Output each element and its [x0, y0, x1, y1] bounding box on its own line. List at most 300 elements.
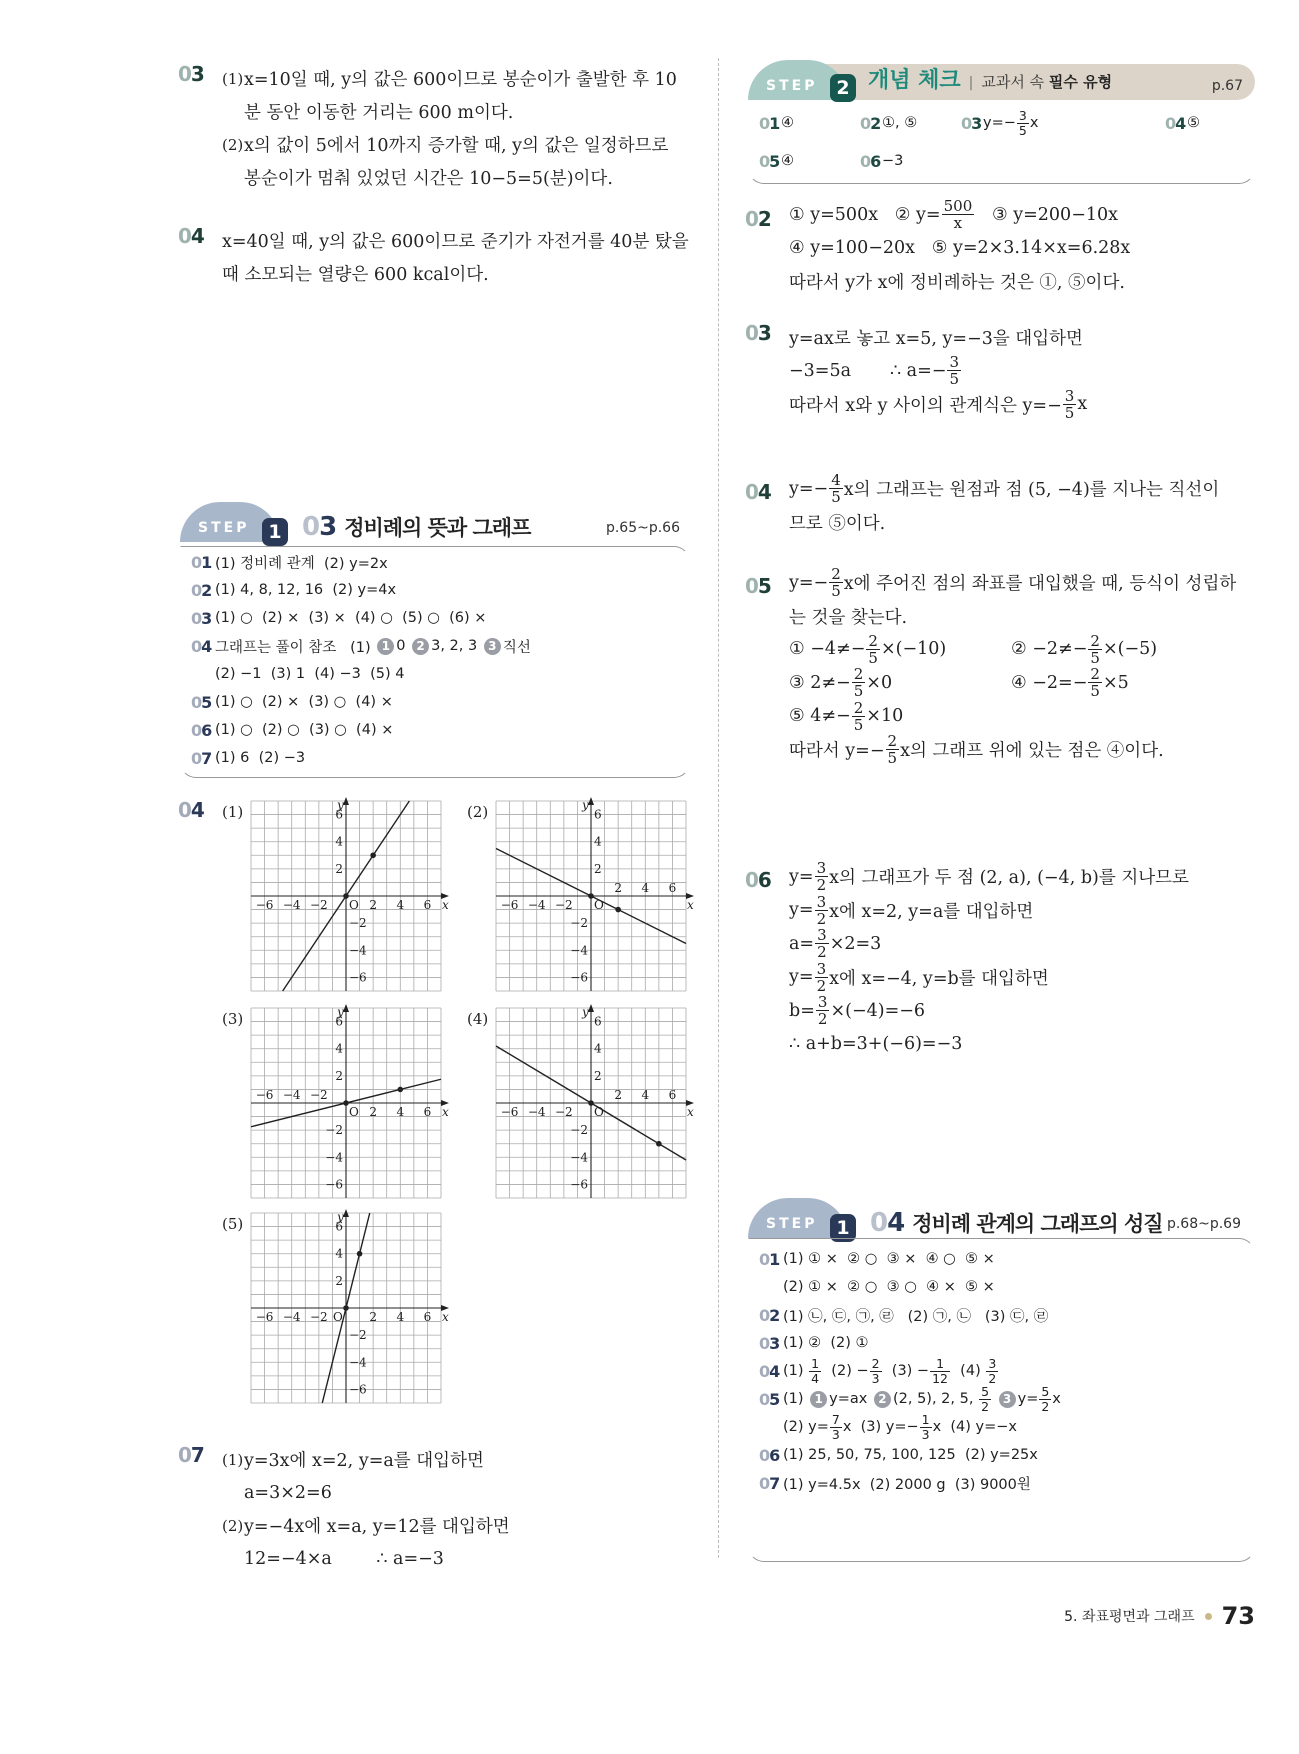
- x-tick-label: 6: [423, 1310, 432, 1324]
- number-digit: 0: [759, 1361, 770, 1381]
- answer-value: [781, 115, 794, 131]
- fraction: [815, 860, 829, 894]
- y-axis-label: y: [582, 798, 589, 812]
- number-digit: 0: [191, 748, 202, 768]
- x-tick-label: 6: [668, 881, 677, 895]
- fraction: [852, 700, 866, 734]
- answer-row: [759, 1357, 1254, 1385]
- page-footer: [1064, 1602, 1255, 1630]
- text-line: [789, 894, 1189, 928]
- text-run: a=: [789, 933, 815, 954]
- text-run: y=: [789, 866, 814, 887]
- answer-lines: [783, 1329, 869, 1357]
- text-line: [244, 1476, 484, 1509]
- answer-number: [759, 1441, 783, 1469]
- y-tick-label: 4: [335, 1246, 343, 1261]
- section-num-digit: 3: [319, 512, 337, 542]
- number-digit: 1: [769, 1249, 780, 1269]
- number-digit: 2: [870, 113, 881, 133]
- question-number: [178, 62, 204, 86]
- denominator: 3: [871, 1370, 880, 1386]
- explanation-body: [222, 62, 677, 194]
- question-number: [745, 480, 771, 504]
- question-number: [745, 868, 771, 892]
- number-digit: 0: [759, 1305, 770, 1325]
- number-digit: 4: [1175, 113, 1186, 133]
- coordinate-graph: [494, 799, 696, 993]
- fraction: [1088, 633, 1102, 667]
- text-run: [992, 1391, 997, 1407]
- text-run: ④ y=100−20x ⑤ y=2×3.14×x=6.28x: [789, 238, 1131, 258]
- x-tick-label: 4: [641, 881, 650, 895]
- x-tick-label: 2: [369, 1105, 377, 1119]
- fraction: [986, 1357, 998, 1385]
- answer-number: [759, 1469, 783, 1497]
- graph-point: [370, 852, 376, 858]
- answer-row: [759, 104, 1254, 142]
- y-tick-label: −2: [349, 1328, 367, 1343]
- text-run: (2) ① × ② ○ ③ ○ ④ × ⑤ ×: [783, 1279, 995, 1295]
- y-tick-label: 4: [335, 834, 343, 849]
- number-digit: 6: [769, 1445, 780, 1465]
- denominator: 5: [949, 370, 960, 389]
- numerator: 3: [817, 926, 827, 944]
- y-tick-label: 2: [335, 1273, 343, 1288]
- number-digit: 6: [757, 868, 771, 892]
- explanation-part: [222, 1509, 510, 1575]
- text-run: y=ax로 놓고 x=5, y=−3을 대입하면: [789, 329, 1083, 349]
- text-line: [215, 604, 486, 632]
- answer-value: [1187, 115, 1200, 131]
- answer-lines: [215, 744, 305, 772]
- text-run: −3=5a ∴ a=−: [789, 360, 947, 381]
- text-run: (1): [783, 1391, 809, 1407]
- answer-number: [191, 548, 215, 576]
- fraction: [1039, 1385, 1051, 1413]
- number-digit: 0: [759, 113, 770, 133]
- explanation-body: [789, 472, 1219, 539]
- text-run: 봉순이가 멈춰 있었던 시간은 10−5=5(분)이다.: [244, 169, 613, 189]
- text-run: 직선: [502, 639, 531, 656]
- text-line: [789, 860, 1189, 894]
- text-run: ① y=500x ② y=: [789, 204, 941, 225]
- x-axis-label: x: [442, 1310, 449, 1324]
- number-digit: 0: [191, 552, 202, 572]
- text-run: y=−: [983, 115, 1016, 131]
- y-tick-label: −4: [570, 1150, 588, 1165]
- answer-number: [759, 1329, 783, 1357]
- answer-number: [759, 109, 781, 137]
- x-tick-label: 2: [369, 1310, 377, 1324]
- text-run: y=3x에 x=2, y=a를 대입하면: [244, 1451, 484, 1471]
- text-line: [789, 354, 1087, 388]
- denominator: 3: [921, 1426, 930, 1442]
- column-divider: [718, 58, 719, 1558]
- fraction: [815, 894, 829, 928]
- answer-cell: [860, 109, 961, 137]
- text-run: ④: [781, 153, 794, 169]
- explanation-body: [789, 860, 1189, 1061]
- answer-lines: [783, 1385, 1061, 1441]
- y-axis-label: y: [582, 1005, 589, 1019]
- question-number: [178, 224, 204, 248]
- section-title: [870, 1208, 1163, 1238]
- fraction: [979, 1385, 991, 1413]
- numerator: 500: [943, 197, 973, 215]
- fraction: [829, 566, 843, 600]
- answer-lines: [215, 716, 393, 744]
- graph-label: (5): [222, 1215, 244, 1233]
- text-line: [789, 506, 1219, 539]
- y-tick-label: 6: [335, 807, 343, 822]
- x-tick-label: 4: [641, 1088, 650, 1102]
- text-run: (3) −: [882, 1363, 930, 1379]
- answer-row: [759, 1469, 1254, 1497]
- denominator: 12: [932, 1370, 948, 1386]
- answer-number: [759, 1385, 783, 1413]
- denominator: 5: [831, 582, 841, 601]
- answer-lines: [783, 1301, 1048, 1329]
- x-axis-label: x: [687, 1105, 694, 1119]
- graph-point: [615, 907, 621, 913]
- number-digit: 0: [1165, 113, 1176, 133]
- fraction: [942, 198, 975, 232]
- origin-point: [343, 893, 349, 899]
- x-tick-label: 2: [614, 1088, 622, 1102]
- numerator: 3: [1018, 108, 1027, 124]
- text-run: (1) 정비례 관계 (2) y=2x: [215, 555, 388, 572]
- denominator: 4: [811, 1370, 820, 1386]
- text-run: (2) −1 (3) 1 (4) −3 (5) 4: [215, 666, 405, 682]
- y-tick-label: −6: [325, 1177, 343, 1192]
- x-tick-label: 6: [668, 1088, 677, 1102]
- step-marker-icon: 1: [377, 638, 394, 655]
- step-number: 1: [262, 518, 288, 546]
- number-digit: 5: [769, 1389, 780, 1409]
- answer-box-step1-03: [180, 546, 690, 778]
- text-run: 므로 ⑤이다.: [789, 513, 886, 534]
- section-title-text: 정비례의 뜻과 그래프: [344, 516, 531, 540]
- number-digit: 6: [870, 151, 881, 171]
- y-tick-label: −2: [325, 1123, 343, 1138]
- number-digit: 3: [971, 113, 982, 133]
- answer-row: [191, 744, 689, 772]
- number-digit: 6: [201, 720, 212, 740]
- title-text: 개념 체크: [868, 68, 961, 93]
- number-digit: 0: [759, 1473, 770, 1493]
- number-digit: 2: [757, 207, 771, 231]
- text-run: (2) y=: [783, 1419, 829, 1435]
- number-digit: 5: [769, 151, 780, 171]
- number-digit: 1: [769, 113, 780, 133]
- answer-lines: [215, 576, 396, 604]
- answer-lines: [215, 688, 393, 716]
- answer-lines: [783, 1245, 995, 1301]
- x-tick-label: 6: [423, 1105, 432, 1119]
- text-run: (1) ㉡, ㉢, ㉠, ㉣ (2) ㉠, ㉡ (3) ㉢, ㉣: [783, 1308, 1049, 1325]
- number-digit: 3: [769, 1333, 780, 1353]
- answer-row: [759, 142, 1254, 180]
- x-tick-label: −6: [500, 1105, 519, 1119]
- denominator: x: [953, 214, 963, 233]
- number-digit: 0: [191, 608, 202, 628]
- answer-value: [882, 115, 917, 131]
- origin-point: [588, 1100, 594, 1106]
- x-tick-label: 6: [423, 898, 432, 912]
- answer-row: [759, 1245, 1254, 1301]
- numerator: 5: [1041, 1384, 1050, 1400]
- text-run: ×5: [1102, 672, 1129, 693]
- y-tick-label: −6: [349, 1382, 367, 1397]
- text-run: (1) ② (2) ①: [783, 1335, 869, 1351]
- answer-lines: [783, 1469, 1031, 1497]
- text-run: (1) 4, 8, 12, 16 (2) y=4x: [215, 582, 397, 598]
- text-line: [215, 688, 393, 716]
- number-digit: 5: [757, 574, 771, 598]
- x-tick-label: −2: [555, 898, 573, 912]
- text-run: x (4) y=−x: [932, 1419, 1018, 1435]
- text-run: ×(−4)=−6: [830, 1000, 926, 1021]
- numerator: 2: [853, 665, 864, 683]
- number-digit: 0: [745, 574, 758, 598]
- column: [1011, 633, 1233, 667]
- text-line: [783, 1329, 869, 1357]
- step-number: 2: [830, 74, 856, 102]
- step1-section03-header: [180, 498, 690, 542]
- y-tick-label: −4: [349, 943, 367, 958]
- y-tick-label: −6: [349, 970, 367, 985]
- text-line: [215, 632, 531, 660]
- part-lines: [222, 224, 689, 290]
- y-tick-label: 2: [335, 861, 343, 876]
- fraction: [1017, 109, 1029, 137]
- explanation-body: [789, 566, 1236, 767]
- step-marker-icon: 3: [999, 1391, 1016, 1408]
- answer-number: [191, 716, 215, 744]
- x-axis-label: x: [442, 1105, 449, 1119]
- text-run: −3: [882, 153, 904, 169]
- answer-cell: [961, 109, 1165, 137]
- text-run: 따라서 x와 y 사이의 관계식은 y=−: [789, 395, 1062, 416]
- number-digit: 0: [860, 151, 871, 171]
- text-run: x에 x=2, y=a를 대입하면: [829, 901, 1034, 922]
- text-run: x에 x=−4, y=b를 대입하면: [829, 968, 1049, 989]
- number-digit: 0: [178, 62, 191, 86]
- text-line: [789, 232, 1130, 265]
- denominator: 5: [868, 648, 878, 667]
- origin-label: O: [594, 1105, 604, 1119]
- text-run: ④: [781, 115, 794, 131]
- text-run: x=40일 때, y의 값은 600이므로 준기가 자전거를 40분 탔을: [222, 232, 689, 252]
- text-line: [244, 1509, 510, 1542]
- fraction: [930, 1357, 950, 1385]
- origin-point: [343, 1100, 349, 1106]
- denominator: 2: [816, 909, 827, 928]
- number-digit: 7: [190, 1443, 204, 1467]
- step-label: STEP: [766, 1216, 818, 1232]
- text-run: y=−4x에 x=a, y=12를 대입하면: [244, 1517, 510, 1537]
- numerator: 2: [831, 565, 841, 583]
- text-line: [783, 1273, 995, 1301]
- text-line: [215, 548, 388, 576]
- text-line: [789, 600, 1236, 633]
- answer-lines: [215, 604, 486, 632]
- x-tick-label: −2: [310, 1310, 328, 1324]
- text-run: x의 그래프 위에 있는 점은 ④이다.: [900, 741, 1164, 762]
- section-title-text: 정비례 관계의 그래프의 성질: [912, 1212, 1163, 1236]
- text-line: [789, 961, 1189, 995]
- text-line: [244, 161, 668, 194]
- fraction: [866, 633, 880, 667]
- text-run: 따라서 y=−: [789, 741, 885, 762]
- denominator: 5: [853, 715, 864, 734]
- graph-point: [357, 1251, 363, 1257]
- answer-number: [759, 1301, 783, 1329]
- fraction: [829, 472, 843, 506]
- text-line: [783, 1245, 995, 1273]
- text-run: (1) ○ (2) × (3) × (4) ○ (5) ○ (6) ×: [215, 610, 487, 626]
- text-run: x: [1029, 115, 1039, 131]
- numerator: 1: [811, 1356, 820, 1372]
- answer-row: [759, 1441, 1254, 1469]
- answer-row: [191, 548, 689, 576]
- y-tick-label: 4: [594, 834, 602, 849]
- text-line: [244, 1443, 484, 1476]
- denominator: 5: [1064, 403, 1075, 422]
- numerator: 2: [1090, 631, 1100, 650]
- text-run: 3, 2, 3: [431, 638, 482, 654]
- explanation-body: [222, 1443, 510, 1575]
- number-digit: 0: [759, 1249, 770, 1269]
- x-tick-label: −2: [310, 1088, 328, 1102]
- y-tick-label: 4: [335, 1041, 343, 1056]
- text-line: [783, 1413, 1061, 1441]
- denominator: 5: [887, 749, 898, 768]
- text-run: (1) y=4.5x (2) 2000 g (3) 9000원: [783, 1476, 1031, 1493]
- footer-dot-icon: [1205, 1613, 1212, 1620]
- numerator: 3: [949, 353, 960, 371]
- answer-number: [191, 576, 215, 604]
- number-digit: 3: [190, 62, 204, 86]
- x-tick-label: 2: [369, 898, 377, 912]
- x-tick-label: −6: [255, 898, 274, 912]
- text-run: (1) ○ (2) ○ (3) ○ (4) ×: [215, 722, 394, 738]
- text-run: y=−: [789, 478, 829, 499]
- text-run: y=: [789, 900, 814, 921]
- text-line: [783, 1357, 999, 1385]
- x-tick-label: −4: [282, 1310, 301, 1324]
- text-line: [789, 633, 1236, 667]
- text-run: b=: [789, 1000, 815, 1021]
- text-line: [789, 472, 1219, 506]
- y-tick-label: 6: [594, 807, 602, 822]
- text-run: ×0: [866, 672, 893, 693]
- denominator: 2: [817, 1010, 828, 1029]
- chapter-title: 5. 좌표평면과 그래프: [1064, 1609, 1195, 1625]
- denominator: 5: [853, 682, 864, 701]
- numerator: 3: [1064, 386, 1075, 405]
- step-label: STEP: [766, 78, 818, 94]
- text-run: y=−: [789, 572, 829, 593]
- text-run: (1) ① × ② ○ ③ × ④ ○ ⑤ ×: [783, 1251, 995, 1267]
- number-digit: 0: [178, 224, 191, 248]
- numerator: 4: [831, 471, 841, 489]
- fraction: [830, 1413, 842, 1441]
- text-run: (1): [783, 1363, 809, 1379]
- x-tick-label: −6: [500, 898, 519, 912]
- text-run: ⑤ 4≠−: [789, 706, 851, 727]
- text-run: x의 값이 5에서 10까지 증가할 때, y의 값은 일정하므로: [244, 136, 669, 156]
- y-tick-label: −2: [570, 1123, 588, 1138]
- part-lines: [244, 1443, 484, 1509]
- text-run: x: [1077, 394, 1088, 415]
- fraction: [870, 1357, 882, 1385]
- number-digit: 0: [745, 207, 758, 231]
- page-number: 73: [1221, 1602, 1255, 1630]
- text-line: [222, 257, 689, 290]
- number-digit: 2: [769, 1305, 780, 1325]
- text-run: ⑤: [1187, 115, 1200, 131]
- text-run: (2, 5), 2, 5,: [892, 1391, 979, 1407]
- explanation-part: [222, 224, 689, 290]
- section-num-digit: 4: [887, 1208, 905, 1238]
- text-line: [215, 660, 531, 688]
- text-run: x=10일 때, y의 값은 600이므로 봉순이가 출발한 후 10: [244, 70, 677, 90]
- step-marker-icon: 3: [484, 638, 501, 655]
- text-run: 12=−4×a ∴ a=−3: [244, 1548, 444, 1569]
- fraction: [816, 994, 830, 1028]
- number-digit: 4: [201, 636, 212, 656]
- text-run: 따라서 y가 x에 정비례하는 것은 ①, ⑤이다.: [789, 272, 1125, 293]
- explanation-body: [789, 198, 1130, 298]
- denominator: 5: [1090, 648, 1100, 667]
- answer-number: [860, 147, 882, 175]
- number-digit: 7: [201, 748, 212, 768]
- section-num-digit: 0: [302, 512, 320, 542]
- step-marker-icon: 2: [874, 1391, 891, 1408]
- number-digit: 0: [191, 692, 202, 712]
- answer-number: [759, 147, 781, 175]
- y-tick-label: −2: [570, 916, 588, 931]
- answer-value: [882, 153, 903, 169]
- answer-number: [961, 109, 983, 137]
- coordinate-graph: [249, 1211, 451, 1405]
- fraction: [815, 927, 829, 961]
- text-line: [215, 716, 393, 744]
- text-line: [789, 666, 1236, 700]
- answer-row: [191, 632, 689, 688]
- text-run: (1) 6 (2) −3: [215, 750, 306, 766]
- text-run: ×(−10): [880, 639, 947, 660]
- answer-value: [983, 109, 1038, 137]
- text-line: [783, 1385, 1061, 1413]
- text-line: [789, 321, 1087, 354]
- graph-point: [656, 1141, 662, 1147]
- answer-number: [191, 744, 215, 772]
- origin-point: [343, 1305, 349, 1311]
- page-range: p.67: [1211, 78, 1243, 94]
- y-tick-label: 4: [594, 1041, 602, 1056]
- step-label: STEP: [198, 520, 250, 536]
- step2-title: [868, 63, 1112, 94]
- separator: |: [968, 75, 974, 91]
- answer-row: [191, 688, 689, 716]
- denominator: 5: [831, 488, 841, 507]
- graph-label: (4): [467, 1010, 489, 1028]
- answer-row: [191, 576, 689, 604]
- fraction: [1088, 666, 1102, 700]
- number-digit: 7: [769, 1473, 780, 1493]
